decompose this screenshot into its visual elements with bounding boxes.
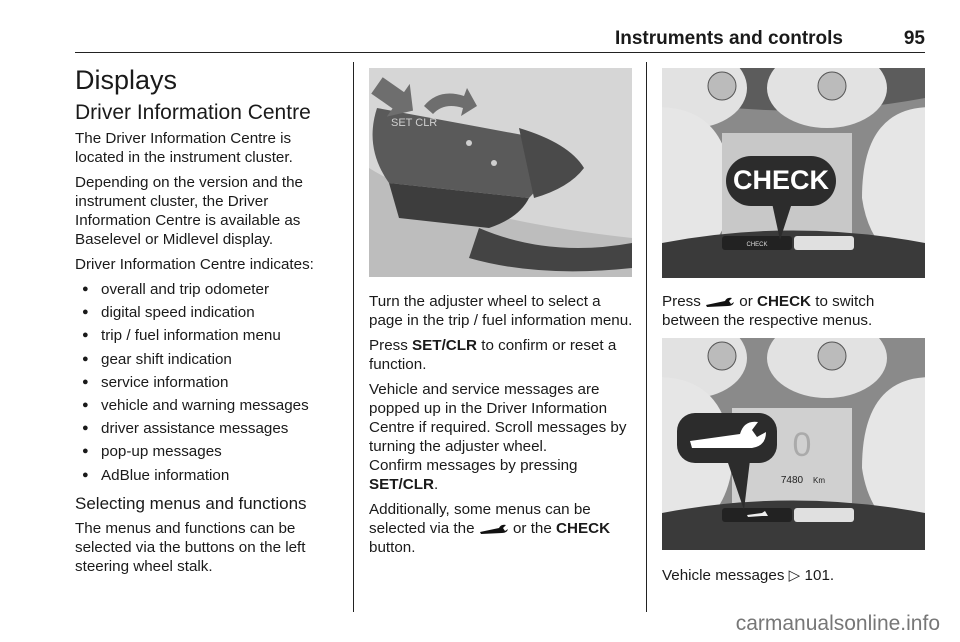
page-ref-icon: ▷ xyxy=(788,567,805,584)
odometer-readout: 7480 xyxy=(780,475,804,486)
list-item: ● trip / fuel information menu xyxy=(75,326,340,345)
page-number: 95 xyxy=(903,28,925,49)
paragraph: The menus and functions can be selected via the buttons on the left steering wheel stalk. xyxy=(75,519,306,575)
list-item: ● pop-up messages xyxy=(75,442,340,461)
wrench-icon xyxy=(479,523,509,535)
paragraph-set-clr: Press SET/CLR to confirm or reset a function. xyxy=(369,337,617,373)
right-column-text xyxy=(662,292,927,336)
list-item: ● AdBlue information xyxy=(75,466,340,485)
paragraph: Driver Information Centre indicates: xyxy=(75,256,314,273)
watermark: carmanualsonline.info xyxy=(735,612,940,635)
speed-readout: 0 xyxy=(792,426,812,464)
check-button-label: CHECK xyxy=(746,242,768,248)
heading-selecting-menus: Selecting menus and functions xyxy=(75,493,307,513)
vehicle-messages-ref: Vehicle messages ▷ 101. xyxy=(662,567,835,584)
heading-dic: Driver Information Centre xyxy=(75,101,311,124)
list-item: ● digital speed indication xyxy=(75,303,340,322)
list-item: ● driver assistance messages xyxy=(75,419,340,438)
wrench-icon xyxy=(705,296,735,308)
paragraph: Depending on the version and the instrument cluster, the Driver Information Centre is available as Baselevel or Midlevel display. xyxy=(75,174,303,248)
indications-list xyxy=(75,280,340,485)
paragraph-switch: Press or CHECK to switch between the respective menus. xyxy=(662,293,875,329)
middle-column xyxy=(369,292,634,563)
cluster-wrench-illustration xyxy=(662,338,925,550)
paragraph: Turn the adjuster wheel to select a page in the trip / fuel information menu. xyxy=(369,293,633,329)
list-item: ● vehicle and warning messages xyxy=(75,396,340,415)
paragraph: Vehicle and service messages are popped up in the Driver Information Centre if required. Scroll messages by turning the adjuster wheel. Confirm messages by pressing SET/CLR. xyxy=(369,381,627,493)
column-divider xyxy=(353,62,354,612)
right-column-caption xyxy=(662,566,927,591)
heading-displays: Displays xyxy=(75,65,178,95)
stalk-label: SET CLR xyxy=(391,117,438,129)
list-item: ● overall and trip odometer xyxy=(75,280,340,299)
paragraph: The Driver Information Centre is located in the instrument cluster. xyxy=(75,130,293,166)
cluster-check-illustration xyxy=(662,68,925,278)
column-divider xyxy=(646,62,647,612)
paragraph-check: Additionally, some menus can be selected via the or the CHECK button. xyxy=(369,501,611,556)
stalk-illustration xyxy=(369,68,632,277)
left-column xyxy=(75,62,340,582)
odometer-unit: Km xyxy=(813,476,825,485)
list-item: ● gear shift indication xyxy=(75,350,340,369)
page-header xyxy=(75,28,925,53)
check-callout-text: CHECK xyxy=(732,165,830,195)
section-title: Instruments and controls xyxy=(614,28,843,49)
list-item: ● service information xyxy=(75,373,340,392)
